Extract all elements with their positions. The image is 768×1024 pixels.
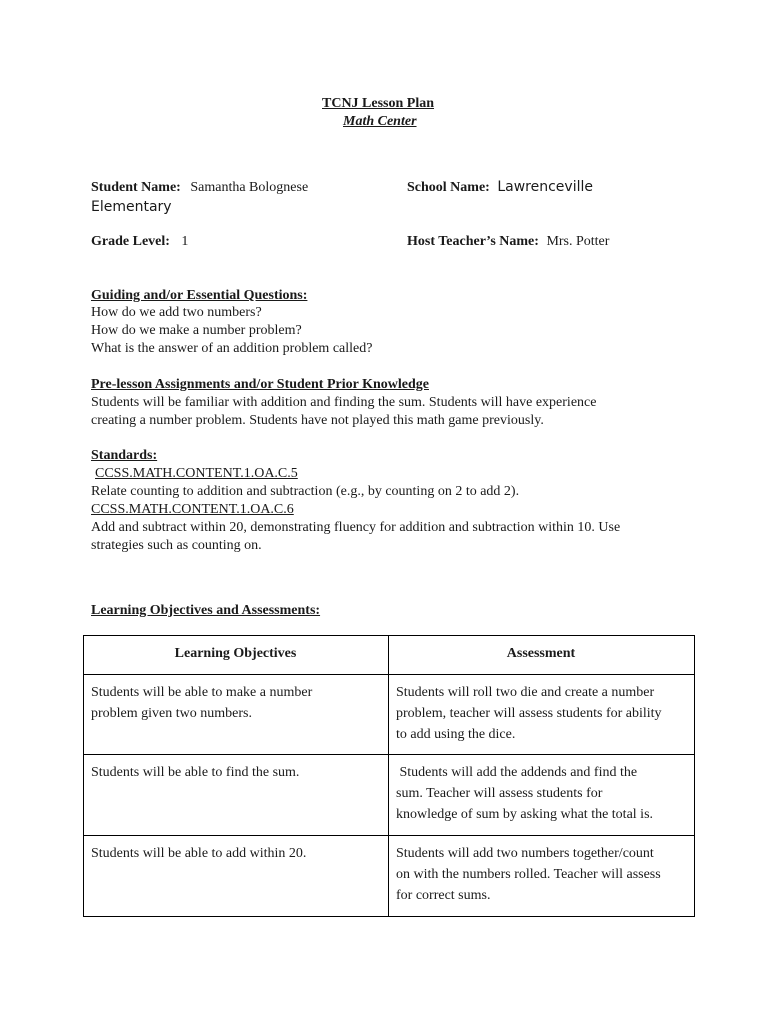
standard-description: Add and subtract within 20, demonstrating fluency for addition and subtraction within 10. Use: [91, 520, 621, 535]
cell-line: Students will add the addends and find the: [396, 765, 638, 780]
prior-knowledge-text: creating a number problem. Students have not played this math game previously.: [91, 413, 544, 428]
cell-line: sum. Teacher will assess students for: [396, 786, 603, 801]
table-row: [84, 675, 695, 755]
table-row: [84, 755, 695, 836]
assessment-cell: [389, 675, 695, 755]
table-row: [84, 836, 695, 917]
cell-line: problem, teacher will assess students for ability: [396, 706, 662, 721]
objectives-heading: Learning Objectives and Assessments:: [91, 603, 321, 618]
cell-line: for correct sums.: [396, 888, 491, 903]
cell-line: knowledge of sum by asking what the total is.: [396, 807, 654, 822]
cell-line: Students will roll two die and create a number: [396, 685, 655, 700]
school-name-row: [407, 178, 593, 197]
table-header-row: [84, 636, 695, 675]
assessment-cell: [389, 836, 695, 917]
grade-level-row: [91, 233, 188, 251]
document-subtitle: Math Center: [343, 114, 417, 129]
prior-knowledge-text: Students will be familiar with addition and finding the sum. Students will have experience: [91, 395, 597, 410]
student-name-label: Student Name:: [91, 180, 181, 195]
guiding-questions-heading: Guiding and/or Essential Questions:: [91, 288, 308, 303]
standard-code-link[interactable]: CCSS.MATH.CONTENT.1.OA.C.5: [95, 466, 298, 481]
cell-line: problem given two numbers.: [91, 706, 252, 721]
standard-code-link[interactable]: CCSS.MATH.CONTENT.1.OA.C.6: [91, 502, 294, 517]
objectives-table: [83, 635, 695, 917]
cell-line: Students will be able to find the sum.: [91, 765, 300, 780]
grade-level-value: 1: [181, 234, 189, 249]
standard-description: Relate counting to addition and subtraction (e.g., by counting on 2 to add 2).: [91, 484, 520, 499]
host-teacher-value: Mrs. Potter: [546, 234, 610, 249]
prior-knowledge-heading: Pre-lesson Assignments and/or Student Prior Knowledge: [91, 377, 429, 392]
cell-line: Students will be able to add within 20.: [91, 846, 307, 861]
cell-line: to add using the dice.: [396, 727, 516, 742]
column-header-learning-objectives: Learning Objectives: [84, 636, 389, 675]
guiding-question: How do we add two numbers?: [91, 305, 262, 320]
objective-cell: [84, 675, 389, 755]
objective-cell: [84, 755, 389, 836]
school-name-value: Lawrenceville: [497, 179, 593, 195]
objective-cell: [84, 836, 389, 917]
school-name-label: School Name:: [407, 180, 490, 195]
guiding-question: How do we make a number problem?: [91, 323, 302, 338]
standards-heading: Standards:: [91, 448, 158, 463]
cell-line: Students will be able to make a number: [91, 685, 313, 700]
grade-level-label: Grade Level:: [91, 234, 170, 249]
column-header-assessment: Assessment: [389, 636, 695, 675]
assessment-cell: [389, 755, 695, 836]
document-title: TCNJ Lesson Plan: [322, 96, 435, 111]
standard-description: strategies such as counting on.: [91, 538, 262, 553]
school-name-value-continued: Elementary: [91, 199, 172, 215]
cell-line: on with the numbers rolled. Teacher will assess: [396, 867, 661, 882]
host-teacher-row: [407, 233, 609, 251]
student-name-value: Samantha Bolognese: [190, 180, 309, 195]
host-teacher-label: Host Teacher’s Name:: [407, 234, 539, 249]
guiding-question: What is the answer of an addition problem called?: [91, 341, 373, 356]
cell-line: Students will add two numbers together/count: [396, 846, 654, 861]
student-name-row: [91, 179, 308, 197]
